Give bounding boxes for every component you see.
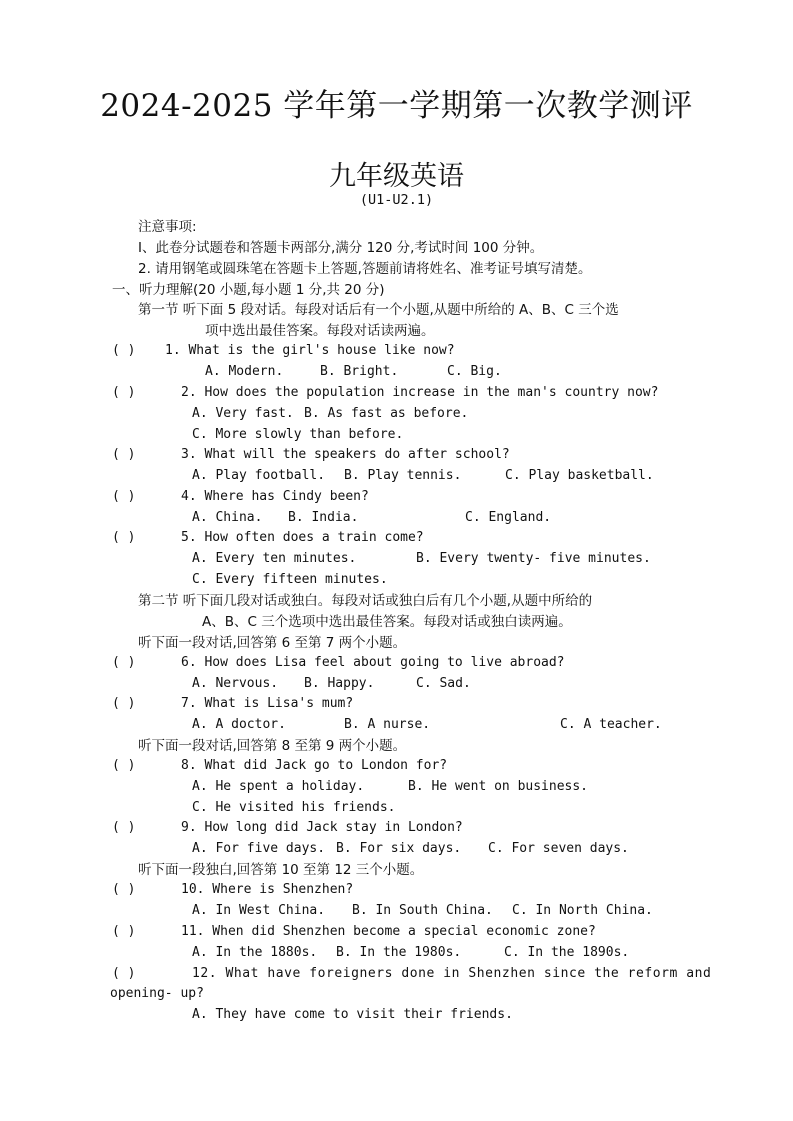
q5-option-b: B. Every twenty- five minutes. — [416, 551, 651, 566]
q3-option-b: B. Play tennis. — [344, 468, 462, 483]
answer-blank: ( ) — [112, 655, 136, 670]
answer-blank: ( ) — [112, 489, 136, 504]
q7-option-b: B. A nurse. — [344, 717, 431, 732]
q1-option-b: B. Bright. — [320, 364, 399, 379]
q4-option-a: A. China. — [192, 510, 263, 525]
q5-option-c: C. Every fifteen minutes. — [192, 572, 388, 587]
question-12: 12. What have foreigners done in Shenzhen since the reform and — [192, 966, 712, 981]
section-heading: 一、听力理解(20 小题,每小题 1 分,共 20 分) — [112, 282, 385, 298]
answer-blank: ( ) — [112, 447, 136, 462]
notes-heading: 注意事项: — [138, 219, 197, 235]
exam-title: 2024-2025 学年第一学期第一次教学测评 — [100, 88, 693, 124]
notes-line-2: 2. 请用钢笔或圆珠笔在答题卡上答题,答题前请将姓名、准考证号填写清楚。 — [138, 261, 592, 277]
question-7: 7. What is Lisa's mum? — [181, 696, 354, 711]
q11-option-c: C. In the 1890s. — [504, 945, 630, 960]
q2-option-c: C. More slowly than before. — [192, 427, 404, 442]
q1-option-a: A. Modern. — [205, 364, 284, 379]
question-2: 2. How does the population increase in the man's country now? — [181, 385, 659, 400]
q11-option-a: A. In the 1880s. — [192, 945, 318, 960]
q3-option-a: A. Play football. — [192, 468, 326, 483]
q8-option-b: B. He went on business. — [408, 779, 589, 794]
q2-option-b: B. As fast as before. — [304, 406, 469, 421]
units-range: (U1-U2.1) — [359, 192, 434, 208]
q10-option-b: B. In South China. — [352, 903, 493, 918]
answer-blank: ( ) — [112, 385, 136, 400]
answer-blank: ( ) — [112, 696, 136, 711]
notes-line-1: Ⅰ、此卷分试题卷和答题卡两部分,满分 120 分,考试时间 100 分钟。 — [138, 240, 544, 256]
q8-option-a: A. He spent a holiday. — [192, 779, 365, 794]
listening-instruction-6-7: 听下面一段对话,回答第 6 至第 7 两个小题。 — [138, 635, 407, 651]
q5-option-a: A. Every ten minutes. — [192, 551, 357, 566]
answer-blank: ( ) — [112, 924, 136, 939]
question-1: 1. What is the girl's house like now? — [165, 343, 455, 358]
part1-instruction-1: 第一节 听下面 5 段对话。每段对话后有一个小题,从题中所给的 A、B、C 三个选 — [138, 302, 619, 318]
q9-option-b: B. For six days. — [336, 841, 462, 856]
question-10: 10. Where is Shenzhen? — [181, 882, 354, 897]
answer-blank: ( ) — [112, 966, 136, 981]
question-9: 9. How long did Jack stay in London? — [181, 820, 463, 835]
q2-option-a: A. Very fast. — [192, 406, 294, 421]
listening-instruction-10-12: 听下面一段独白,回答第 10 至第 12 三个小题。 — [138, 862, 424, 878]
q1-option-c: C. Big. — [447, 364, 502, 379]
answer-blank: ( ) — [112, 882, 136, 897]
answer-blank: ( ) — [112, 820, 136, 835]
question-8: 8. What did Jack go to London for? — [181, 758, 448, 773]
q10-option-a: A. In West China. — [192, 903, 326, 918]
question-5: 5. How often does a train come? — [181, 530, 424, 545]
part1-instruction-2: 项中选出最佳答案。每段对话读两遍。 — [205, 323, 435, 339]
answer-blank: ( ) — [112, 530, 136, 545]
exam-subtitle: 九年级英语 — [329, 161, 464, 192]
q8-option-c: C. He visited his friends. — [192, 800, 396, 815]
answer-blank: ( ) — [112, 758, 136, 773]
question-4: 4. Where has Cindy been? — [181, 489, 369, 504]
question-3: 3. What will the speakers do after school? — [181, 447, 510, 462]
listening-instruction-8-9: 听下面一段对话,回答第 8 至第 9 两个小题。 — [138, 738, 407, 754]
part2-instruction-2: A、B、C 三个选项中选出最佳答案。每段对话或独白读两遍。 — [202, 614, 572, 630]
q10-option-c: C. In North China. — [512, 903, 653, 918]
q7-option-a: A. A doctor. — [192, 717, 286, 732]
question-11: 11. When did Shenzhen become a special economic zone? — [181, 924, 596, 939]
q9-option-a: A. For five days. — [192, 841, 326, 856]
q6-option-b: B. Happy. — [304, 676, 375, 691]
q3-option-c: C. Play basketball. — [505, 468, 654, 483]
answer-blank: ( ) — [112, 343, 136, 358]
q6-option-a: A. Nervous. — [192, 676, 279, 691]
q6-option-c: C. Sad. — [416, 676, 471, 691]
q4-option-b: B. India. — [288, 510, 359, 525]
question-12-continued: opening- up? — [110, 986, 204, 1001]
part2-instruction-1: 第二节 听下面几段对话或独白。每段对话或独白后有几个小题,从题中所给的 — [138, 593, 593, 609]
q4-option-c: C. England. — [465, 510, 552, 525]
question-6: 6. How does Lisa feel about going to live abroad? — [181, 655, 565, 670]
q9-option-c: C. For seven days. — [488, 841, 629, 856]
q11-option-b: B. In the 1980s. — [336, 945, 462, 960]
q12-option-a: A. They have come to visit their friends. — [192, 1007, 513, 1022]
q7-option-c: C. A teacher. — [560, 717, 662, 732]
